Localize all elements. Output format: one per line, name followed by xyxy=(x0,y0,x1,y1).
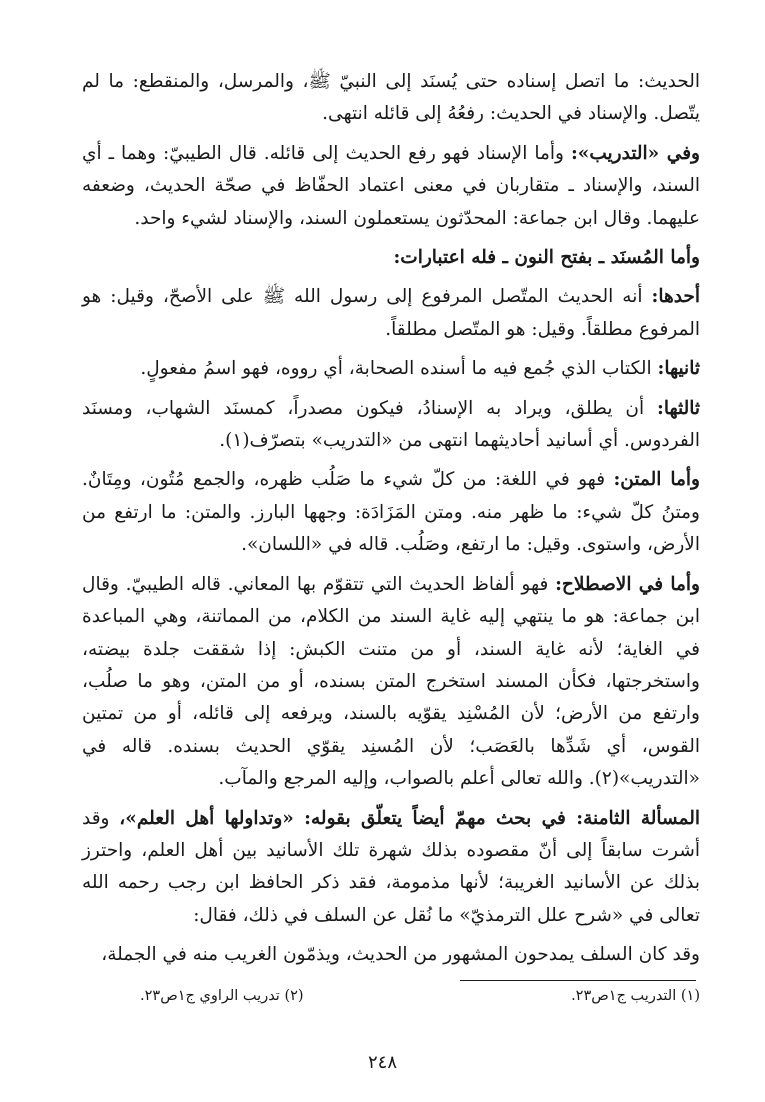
paragraph-lead: أحدها: xyxy=(651,286,700,308)
paragraph-7 xyxy=(82,464,700,561)
paragraph-lead: وأما المُسنَد ـ بفتح النون ـ فله اعتبارات: xyxy=(393,247,700,269)
footnote-divider xyxy=(460,980,696,981)
page-number: ٢٤٨ xyxy=(367,1052,397,1073)
paragraph-text: وأما الإسناد فهو رفع الحديث إلى قائله. قال الطيبيّ: وهما ـ أي السند، والإسناد ـ متقاربان في معنى اعتماد الحفّاظ في صحّة الحديث، وضعفه عليهما. وقال ابن جماعة: المحدّثون يستعملون السند، والإسناد لشيء واحد. xyxy=(82,142,700,229)
paragraph-1 xyxy=(82,66,700,131)
paragraph-text: فهو ألفاظ الحديث التي تتقوّم بها المعاني. قاله الطيبيّ. وقال ابن جماعة: هو ما ينتهي إليه غاية السند من الكلام، من المماتنة، وهي المباعدة في الغاية؛ لأنه غاية السند، أو من متنت الكبش: إذا شققت جلدة بيضته، واستخرجتها، فكأن المسند استخرج المتن بسنده، أو من المتن، وهو ما صلُب، وارتفع من الأرض؛ لأن المُسْنِد يقوّيه بالسند، ويرفعه إلى قائله، أو من تمتين القوس، أي شَدِّها بالعَصَب؛ لأن المُسنِد يقوّي الحديث بسنده. قاله في «التدريب»(٢). والله تعالى أعلم بالصواب، وإليه المرجع والمآب. xyxy=(82,573,700,790)
paragraph-lead: ثالثها: xyxy=(657,397,700,419)
paragraph-3 xyxy=(82,242,700,274)
paragraph-8 xyxy=(82,569,700,796)
page-body xyxy=(82,66,700,979)
paragraph-10 xyxy=(82,939,700,971)
paragraph-lead: وأما في الاصطلاح: xyxy=(555,573,700,595)
paragraph-lead: وأما المتن: xyxy=(613,469,700,491)
paragraph-text: الكتاب الذي جُمع فيه ما أسنده الصحابة، أي رووه، فهو اسمُ مفعولٍ. xyxy=(140,358,658,380)
paragraph-text: أنه الحديث المتّصل المرفوع إلى رسول الله ﷺ على الأصحّ، وقيل: هو المرفوع مطلقاً. وقيل: هو المتّصل مطلقاً. xyxy=(82,286,700,340)
paragraph-2 xyxy=(82,138,700,235)
footnote-1: (١) التدريب ج١ص٢٣. xyxy=(571,988,700,1004)
paragraph-text: أن يطلق، ويراد به الإسنادُ، فيكون مصدراً، كمسنَد الشهاب، ومسنَد الفردوس. أي أسانيد أحاديثهما انتهى من «التدريب» بتصرّف(١). xyxy=(82,397,700,452)
paragraph-5 xyxy=(82,353,700,385)
footnote-2: (٢) تدريب الراوي ج١ص٢٣. xyxy=(140,988,304,1004)
paragraph-9 xyxy=(82,803,700,933)
paragraph-text: وقد أشرت سابقاً إلى أنّ مقصوده بذلك شهرة تلك الأسانيد بين أهل العلم، واحترز بذلك عن الأسانيد الغريبة؛ لأنها مذمومة، فقد ذكر الحافظ ابن رجب رحمه الله تعالى في «شرح علل الترمذيّ» ما نُقل عن السلف في ذلك، فقال: xyxy=(82,807,700,926)
footnotes xyxy=(140,984,700,1008)
paragraph-text: فهو في اللغة: من كلّ شيء ما صَلُب ظهره، والجمع مُتُون، ومِتَانٌ. ومتنُ كلّ شيء: ما ظهر منه. ومتن المَزَادَة: وجهها البارز. والمتن: ما ارتفع من الأرض، واستوى. وقيل: ما ارتفع، وصَلُب. قاله في «اللسان». xyxy=(82,469,700,556)
paragraph-lead: ثانيها: xyxy=(657,358,700,380)
paragraph-text: وقد كان السلف يمدحون المشهور من الحديث، ويذمّون الغريب منه في الجملة، xyxy=(101,944,700,966)
paragraph-lead: المسألة الثامنة: في بحث مهمّ أيضاً يتعلّق بقوله: «وتداولها أهل العلم»، xyxy=(119,807,701,829)
paragraph-4 xyxy=(82,281,700,346)
paragraph-6 xyxy=(82,393,700,458)
paragraph-text: الحديث: ما اتصل إسناده حتى يُسنَد إلى النبيّ ﷺ، والمرسل، والمنقطع: ما لم يتّصل. والإسناد في الحديث: رفعُهُ إلى قائله انتهى. xyxy=(82,71,700,125)
paragraph-lead: وفي «التدريب»: xyxy=(570,142,700,164)
